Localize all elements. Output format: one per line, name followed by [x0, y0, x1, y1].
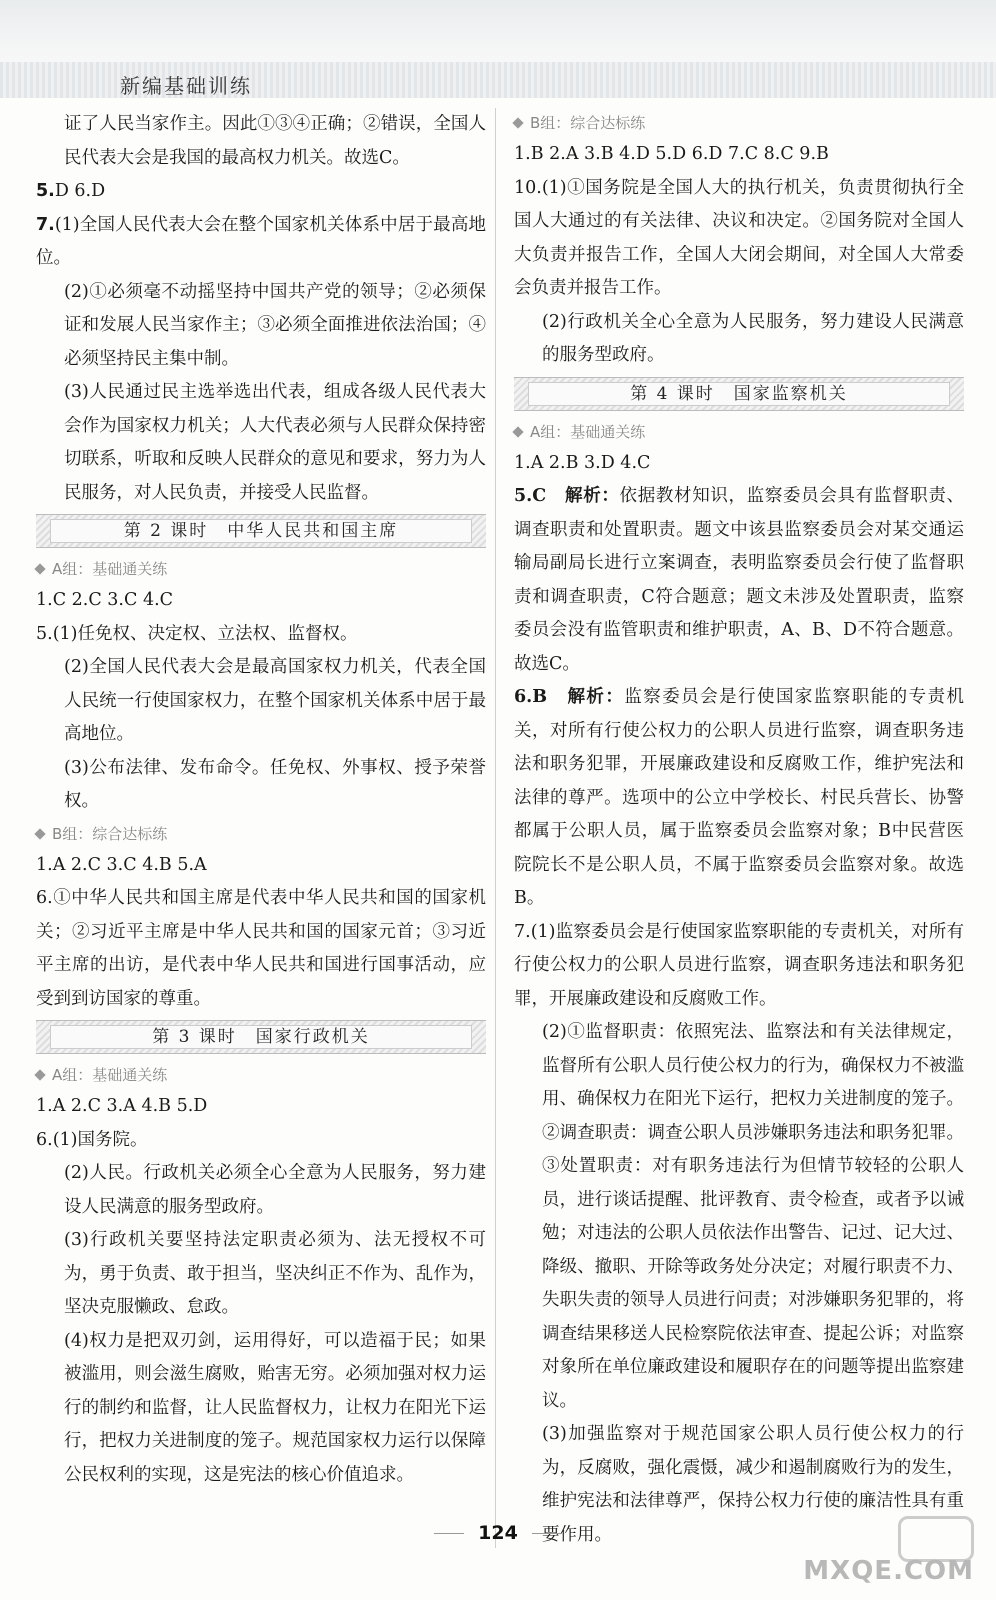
answer-text: (3)人民通过民主选举选出代表，组成各级人民代表大会作为国家权力机关；人大代表必须与人民群众保持密切联系，听取和反映人民群众的意见和要求，努力为人民服务，对人民负责，并接受人民监督。: [64, 382, 486, 503]
right-column: [514, 108, 964, 1552]
answer-line: [36, 175, 486, 209]
footer-rule: [532, 1533, 562, 1534]
answer-text: (2)人民。行政机关必须全心全意为人民服务，努力建设人民满意的服务型政府。: [64, 1163, 486, 1217]
group-label: A组：基础通关练: [52, 560, 168, 578]
group-label: B组：综合达标练: [530, 114, 646, 132]
answer-text: 5.(1)任免权、决定权、立法权、监督权。: [36, 623, 358, 644]
answer-line: [36, 209, 486, 276]
diamond-icon: [34, 828, 45, 839]
watermark-text: MXQE.COM: [803, 1556, 974, 1586]
group-heading: [36, 819, 486, 849]
answer-text: 1.C 2.C 3.C 4.C: [36, 590, 174, 610]
group-heading: [514, 108, 964, 138]
answer-text: (3)公布法律、发布命令。任免权、外事权、授予荣誉权。: [64, 757, 486, 811]
answer-text: D 6.D: [54, 181, 106, 201]
answer-text: (3)加强监察对于规范国家公职人员行使公权力的行为，反腐败，强化震慑，减少和遏制腐败行为的发生，维护宪法和法律尊严，保持公权力行使的廉洁性具有重要作用。: [542, 1424, 964, 1545]
answer-text: 1.A 2.C 3.C 4.B 5.A: [36, 854, 207, 875]
question-number: 7.: [36, 214, 55, 235]
answer-text: 7.(1)监察委员会是行使国家监察职能的专责机关，对所有行使公权力的公职人员进行监察，调查职务违法和职务犯罪，开展廉政建设和反腐败工作。: [514, 921, 964, 1009]
section-banner: [36, 514, 486, 548]
answer-text: 1.A 2.B 3.D 4.C: [514, 452, 651, 473]
group-label: A组：基础通关练: [530, 422, 646, 441]
answer-line: [514, 480, 964, 681]
answer-text: 1.A 2.C 3.A 4.B 5.D: [36, 1096, 208, 1116]
watermark: [804, 1516, 974, 1586]
group-heading: [514, 417, 964, 447]
footer-rule: [434, 1533, 464, 1534]
answer-text: (3)行政机关要坚持法定职责必须为、法无授权不可为，勇于负责、敢于担当，坚决纠正不作为、乱作为，坚决克服懒政、怠政。: [64, 1230, 486, 1317]
answer-text: 6.①中华人民共和国主席是代表中华人民共和国的国家机关；②习近平主席是中华人民共和国的国家元首；③习近平主席的出访，是代表中华人民共和国进行国事活动，应受到到访国家的尊重。: [36, 888, 486, 1009]
answer-text: 依据教材知识，监察委员会具有监督职责、调查职责和处置职责。题文中该县监察委员会对某交通运输局副局长进行立案调查，表明监察委员会行使了监督职责和调查职责，C符合题意；题文未涉及处置职责，监察委员会没有监管职责和维护职责，A、B、D不符合题意。故选C。: [514, 486, 965, 674]
diamond-icon: [34, 1069, 45, 1080]
answer-text: 监察委员会是行使国家监察职能的专责机关，对所有行使公权力的公职人员进行监察，调查职务违法和职务犯罪，开展廉政建设和反腐败工作，维护宪法和法律的尊严。选项中的公立中学校长、村民兵营长、协警都属于公职人员，属于监察委员会监察对象；B中民营医院院长不是公职人员，不属于监察委员会监察对象。故选B。: [514, 687, 965, 908]
section-title: 第 3 课时 国家行政机关: [50, 1025, 472, 1049]
section-banner: [514, 377, 964, 411]
group-heading: [36, 554, 486, 584]
group-label: A组：基础通关练: [52, 1066, 168, 1084]
answer-head: 6.B 解析：: [514, 687, 625, 707]
diamond-icon: [34, 563, 45, 574]
header-title: 新编基础训练: [120, 74, 252, 98]
section-title: 第 2 课时 中华人民共和国主席: [50, 519, 472, 543]
page-header: [0, 0, 996, 100]
group-heading: [36, 1060, 486, 1090]
answer-text: (2)全国人民代表大会是最高国家权力机关，代表全国人民统一行使国家权力，在整个国家机关体系中居于最高地位。: [64, 657, 486, 744]
question-number: 5.: [36, 181, 55, 201]
section-banner: [36, 1020, 486, 1054]
answer-head: 5.C 解析：: [514, 486, 620, 506]
page-number: 124: [478, 1522, 518, 1544]
left-column: [36, 108, 486, 1492]
answer-text: 1.B 2.A 3.B 4.D 5.D 6.D 7.C 8.C 9.B: [514, 144, 829, 164]
answer-text: (4)权力是把双刃剑，运用得好，可以造福于民；如果被滥用，则会滋生腐败，贻害无穷。必须加强对权力运行的制约和监督，让人民监督权力，让权力在阳光下运行，把权力关进制度的笼子。规范国家权力运行以保障公民权利的实现，这是宪法的核心价值追求。: [64, 1330, 486, 1485]
answer-text: (2)行政机关全心全意为人民服务，努力建设人民满意的服务型政府。: [542, 311, 964, 365]
answer-text: (2)①必须毫不动摇坚持中国共产党的领导；②必须保证和发展人民当家作主；③必须全面推进依法治国；④必须坚持民主集中制。: [64, 281, 486, 369]
diamond-icon: [512, 117, 523, 128]
group-label: B组：综合达标练: [52, 824, 168, 843]
answer-text: 6.(1)国务院。: [36, 1129, 148, 1150]
answer-text: 证了人民当家作主。因此①③④正确；②错误，全国人民代表大会是我国的最高权力机关。故选C。: [64, 114, 486, 168]
answer-text: (1)全国人民代表大会在整个国家机关体系中居于最高地位。: [36, 214, 486, 268]
answer-text: 10.(1)①国务院是全国人大的执行机关，负责贯彻执行全国人大通过的有关法律、决议和决定。②国务院对全国人大负责并报告工作，全国人大闭会期间，对全国人大常委会负责并报告工作。: [514, 177, 964, 298]
answer-text: (2)①监督职责：依照宪法、监察法和有关法律规定，监督所有公职人员行使公权力的行为，确保权力不被滥用、确保权力在阳光下运行，把权力关进制度的笼子。②调查职责：调查公职人员涉嫌职务违法和职务犯罪。③处置职责：对有职务违法行为但情节较轻的公职人员，进行谈话提醒、批评教育、责令检查，或者予以诫勉；对违法的公职人员依法作出警告、记过、记大过、降级、撤职、开除等政务处分决定；对履行职责不力、失职失责的领导人员进行问责；对涉嫌职务犯罪的，将调查结果移送人民检察院依法审查、提起公诉；对监察对象所在单位廉政建设和履职存在的问题等提出监察建议。: [542, 1022, 964, 1411]
section-title: 第 4 课时 国家监察机关: [528, 382, 950, 406]
column-divider: [495, 108, 496, 1548]
answer-line: [514, 681, 964, 916]
diamond-icon: [512, 426, 523, 437]
